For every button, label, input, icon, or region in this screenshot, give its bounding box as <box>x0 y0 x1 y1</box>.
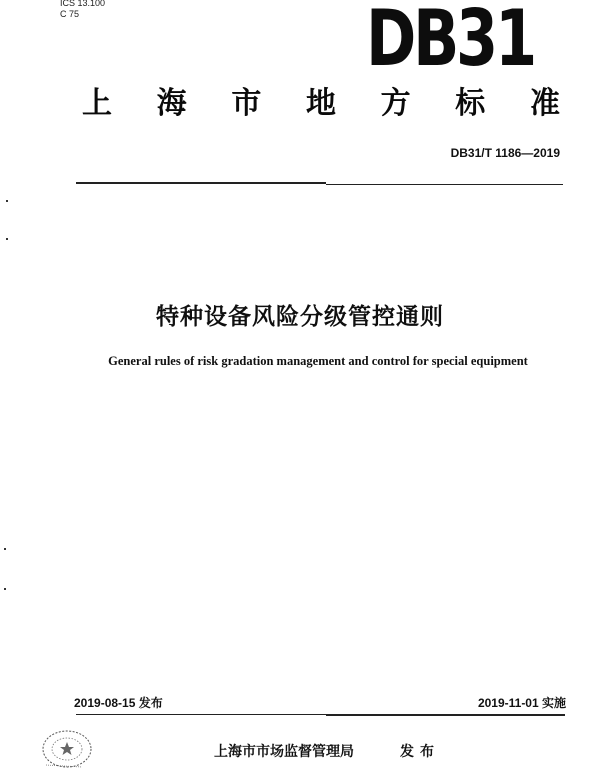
scan-speck <box>4 548 6 550</box>
authority-char: 市 <box>231 86 262 121</box>
bottom-divider-left <box>76 714 326 715</box>
implement-date: 2019-11-01 实施 <box>477 696 566 710</box>
classification-codes <box>60 0 105 20</box>
scan-speck <box>6 200 8 202</box>
document-title-chinese: 特种设备风险分级管控通则 <box>156 304 444 330</box>
issue-label: 发布 <box>400 744 440 760</box>
scan-speck <box>4 588 6 590</box>
authority-char: 标 <box>455 86 486 121</box>
top-divider-right <box>326 184 563 185</box>
authority-char: 方 <box>380 86 411 121</box>
authority-char: 准 <box>529 86 560 121</box>
top-divider-left <box>76 182 326 184</box>
authority-char: 地 <box>305 86 336 121</box>
authority-char: 海 <box>156 86 187 121</box>
ccs-code: C 75 <box>60 9 80 19</box>
issuing-authority: 上海市市场监督管理局 <box>214 744 354 760</box>
authority-char: 上 <box>82 86 112 121</box>
ics-code: ICS 13.100 <box>60 0 106 8</box>
document-title-english: General rules of risk gradation management and control for special equipment <box>108 354 528 368</box>
authority-heading <box>82 86 560 122</box>
db31-logo: DB31 <box>366 0 534 84</box>
bottom-divider-right <box>326 714 565 716</box>
scan-speck <box>6 238 8 240</box>
official-seal-icon <box>38 727 96 771</box>
standard-number: DB31/T 1186—2019 <box>450 146 560 160</box>
publish-date: 2019-08-15 发布 <box>74 696 163 710</box>
